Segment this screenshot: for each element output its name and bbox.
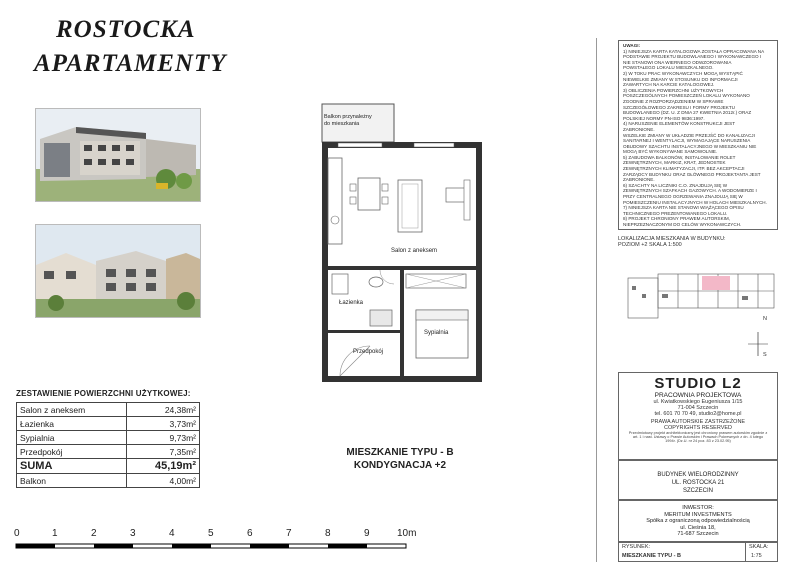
scale-tick-label: 6 [247, 528, 253, 539]
notes-line: ZABRONIONE. [623, 177, 655, 183]
building-line2: UL. ROSTOCKA 21 [671, 480, 725, 486]
notes-line: PODSTAWIE PROJEKTU BUDOWLANEGO I WYKONAWCZEGO I [623, 54, 762, 60]
notes-line: SANITARNEJ I WENTYLACJI, WYMAGAJĄCE NARUSZENIA [623, 138, 751, 144]
notes-box [618, 40, 778, 230]
studio-rights-2: COPYRIGHTS RESERVED [663, 425, 733, 431]
building-render-1 [35, 108, 201, 202]
notes-line: BUDOWLANEGO (DZ. U. Z DNIA 27 KWIETNIA 2012r.) ORAZ [623, 110, 752, 116]
studio-subtitle: PRACOWNIA PROJEKTOWA [654, 392, 742, 399]
scale-tick-label: 7 [286, 528, 292, 539]
studio-contact: tel. 601 70 70 49, studio2@home.pl [654, 411, 742, 417]
sum-value: 45,19m² [126, 459, 199, 474]
room-area: 3,73m² [126, 417, 199, 431]
notes-line: PRZY CENTRALNEGO OGRZEWANIA ZNAJDUJĄ SIĘ W [623, 194, 743, 200]
building-box [618, 460, 778, 500]
scale-tick-label: 9 [364, 528, 370, 539]
studio-legal-1: Przedmiotowy projekt architektoniczny jest chroniony prawem autorskim zgodnie z [628, 431, 768, 435]
notes-line: NIEPRZEZNACZONYM DO CELÓW WYKONAWCZYCH. [623, 222, 742, 227]
investor-line3: 71-687 Szczecin [677, 531, 719, 538]
notes-line: 4) NARUSZENIE ELEMENTÓW KONSTRUKCJI JEST [623, 121, 736, 127]
table-row [17, 431, 200, 445]
notes-line: ZGODNIE Z ROZPORZĄDZENIEM W SPRAWIE [623, 98, 724, 104]
sum-label: SUMA [17, 459, 127, 474]
room-name: Łazienka [17, 417, 127, 431]
notes-line: NIE STANOWI ONA WIERNEGO ODWZOROWANIA [623, 59, 732, 65]
notes-line: POLSKIEJ NORMY PN-ISO 9836:1997. [623, 115, 705, 121]
table-row [17, 417, 200, 431]
balcony-row [17, 474, 200, 488]
notes-line: MOGĄ BYĆ WYKONYWANE SAMOWOLNIE. [623, 149, 718, 155]
room-label-bedroom: Sypialnia [424, 330, 449, 336]
notes-line: 8) PROJEKT CHRONIONY PRAWEM AUTORSKIM, [623, 216, 731, 222]
project-title-line2: APARTAMENTY [34, 50, 227, 77]
notes-line: 1) NINIEJSZA KARTA KATALOGOWA ZOSTAŁA OPRACOWANA NA [623, 48, 765, 54]
balcony-label: Balkon [17, 474, 127, 488]
drawing-info-divider [745, 543, 746, 561]
room-label-hall: Przedpokój [353, 349, 384, 355]
drawing-title: MIESZKANIE TYPU - B [622, 553, 681, 559]
notes-line: ZEWNĘTRZNYCH KLIMATYZACJI, ITP. BEZ AKCEPTACJI [623, 166, 745, 172]
studio-legal-3: 1994r. (Dz.U. nr 24 poz. 83 z 23.02.95) [665, 439, 731, 443]
scale-tick-label: 8 [325, 528, 331, 539]
project-title-line1: ROSTOCKA [56, 16, 196, 43]
scale-tick-label: 5 [208, 528, 214, 539]
scale-tick-label: 2 [91, 528, 97, 539]
room-name: Sypialnia [17, 431, 127, 445]
studio-legal-2: art. 1 i nast. Ustawy o Prawie Autorskim i Prawach Pokrewnych z dn. 4 lutego [632, 435, 764, 439]
sum-row [17, 459, 200, 474]
notes-line: ZEWNĘTRZNYCH, MARKIZ, KRAT, JEDNOSTEK [623, 160, 726, 166]
title-block-divider [596, 38, 597, 562]
building-line1: BUDYNEK WIELORODZINNY [657, 472, 739, 478]
apartment-floor-line: KONDYGNACJA +2 [353, 460, 447, 471]
room-label-living: Salon z aneksem [391, 248, 438, 254]
apartment-highlight [702, 276, 730, 290]
notes-line: 7) NINIEJSZA KARTA NIE STANOWI WIĄŻĄCEGO OPISU [623, 205, 744, 211]
location-subheading: POZIOM +2 SKALA 1:500 [618, 242, 682, 248]
building-line3: SZCZECIN [683, 488, 713, 494]
notes-line: WSZELKIE ZMIANY W UKŁADZIE PRZEJŚĆ DO KANALIZACJI [623, 132, 755, 138]
studio-rights-1: PRAWA AUTORSKIE ZASTRZEŻONE [650, 419, 746, 425]
investor-line2: ul. Cieśnia 18, [680, 524, 716, 531]
location-heading: LOKALIZACJA MIESZKANIA W BUDYNKU: [618, 236, 726, 242]
notes-line: ZEWNĘTRZNYCH SZAFKACH GAZOWYCH. A WODOMIERZE I [623, 188, 757, 194]
scale-tick-label: 4 [169, 528, 175, 539]
drawing-scale-label: SKALA: [749, 544, 769, 550]
scale-tick-label: 0 [14, 528, 20, 539]
table-row [17, 445, 200, 459]
apartment-type [310, 446, 490, 472]
investor-name: MERITUM INVESTMENTS [664, 511, 732, 518]
studio-address-2: 71-004 Szczecin [677, 405, 719, 411]
room-label-bathroom: Łazienka [339, 300, 364, 306]
drawing-info-box [618, 542, 778, 562]
room-area: 9,73m² [126, 431, 199, 445]
room-name: Salon z aneksem [17, 403, 127, 417]
scale-bar [14, 528, 417, 552]
compass-n: N [763, 316, 767, 322]
scale-bar-graphic [14, 542, 414, 550]
apartment-type-line: MIESZKANIE TYPU - B [346, 447, 454, 458]
room-name: Przedpokój [17, 445, 127, 459]
notes-line: POWSTAŁEGO LOKALU MIESZKALNEGO. [623, 65, 714, 71]
notes-line: ZAWARTYCH NA KARCIE KATALOGOWEJ. [623, 82, 715, 88]
notes-line: ZARZĄDCY BUDYNKU ORAZ GŁÓWNEGO PROJEKTANTA JEST [623, 171, 761, 177]
studio-box [618, 372, 778, 460]
table-row [17, 403, 200, 417]
scale-tick-label: 1 [52, 528, 58, 539]
balcony-label [324, 114, 372, 128]
notes-heading: UWAGI: [623, 43, 641, 48]
notes-line: 3) OBLICZENIA POWIERZCHNI UŻYTKOWYCH [623, 87, 724, 93]
investor-box [618, 500, 778, 542]
notes-line: OBUDOWY SZACHTU INSTALACYJNEGO W MIESZKANIU NIE [623, 143, 757, 149]
location-section [618, 236, 778, 368]
location-plan [622, 264, 776, 364]
balcony-label-line1: Balkon przynależny [324, 114, 372, 120]
notes-line: ZABRONIONE. [623, 126, 655, 132]
notes-line: TECHNICZNEGO PREZENTOWANEGO LOKALU. [623, 210, 728, 216]
drawing-title-label: RYSUNEK: [622, 544, 651, 550]
investor-line1: Spółka z ograniczoną odpowiedzialnością [646, 518, 750, 525]
scale-tick-label: 3 [130, 528, 136, 539]
notes-line: 2) W TOKU PRAC WYKONAWCZYCH MOGĄ WYSTĄPIĆ [623, 70, 743, 76]
area-table-heading: ZESTAWIENIE POWIERZCHNI UŻYTKOWEJ: [16, 389, 191, 398]
area-table [16, 402, 200, 488]
studio-address-1: ul. Kwiatkowskiego Eugeniusza 1/15 [653, 399, 743, 405]
room-area: 24,38m² [126, 403, 199, 417]
building-render-2 [35, 224, 201, 318]
notes-line: 6) SZACHTY NA LICZNIKI C.O. ZNAJDUJĄ SIĘ W [623, 182, 728, 188]
notes-line: 5) ZABUDOWA BALKONÓW, INSTALOWANIE ROLET [623, 154, 736, 160]
investor-heading: INWESTOR: [682, 505, 714, 511]
notes-line: SZCZEGÓŁOWEGO ZAKRESU I FORMY PROJEKTU [623, 104, 735, 110]
notes-line: POSZCZEGÓLNYCH POMIESZCZEŃ LOKALU WYKONANO [623, 93, 750, 99]
room-area: 7,35m² [126, 445, 199, 459]
drawing-scale: 1:75 [751, 553, 762, 559]
notes-line: NIEWIELKIE ZMIANY W STOSUNKU DO INFORMACJI [623, 76, 738, 82]
scale-tick-label: 10m [397, 528, 417, 539]
notes-line: POMIESZCZENIU INSTALACYJNYCH W HOLACH MIESZKALNYCH. [623, 199, 767, 205]
balcony-label-line2: do mieszkania [324, 121, 360, 127]
compass-s: S [763, 352, 767, 358]
balcony-value: 4,00m² [126, 474, 199, 488]
studio-name: STUDIO L2 [654, 375, 742, 392]
